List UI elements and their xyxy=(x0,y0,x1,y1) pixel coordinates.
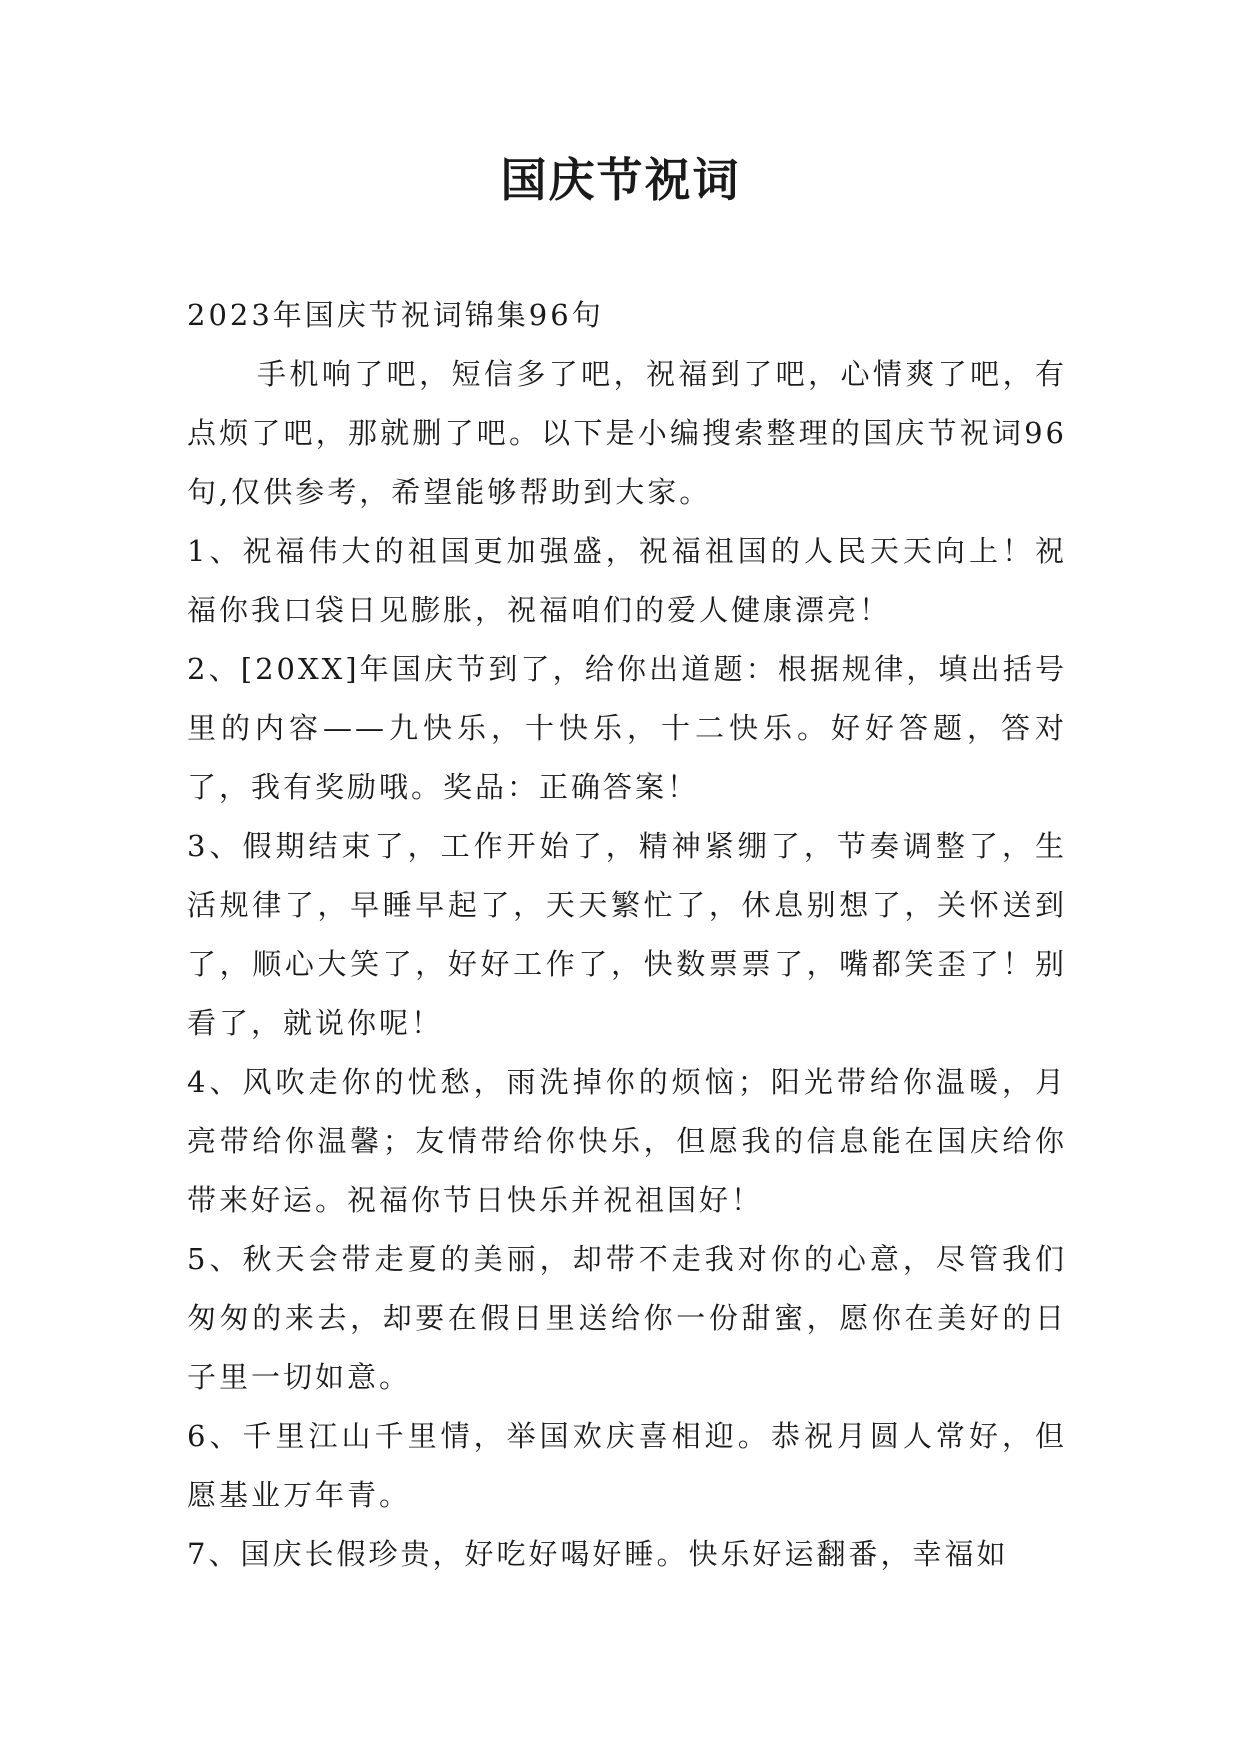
document-body xyxy=(187,286,1067,1584)
intro-paragraph: 手机响了吧，短信多了吧，祝福到了吧，心情爽了吧，有点烦了吧，那就删了吧。以下是小编搜索整理的国庆节祝词96句,仅供参考，希望能够帮助到大家。 xyxy=(187,357,1067,509)
list-item: 7、国庆长假珍贵，好吃好喝好睡。快乐好运翻番，幸福如 xyxy=(187,1537,1009,1571)
list-item: 2、[20XX]年国庆节到了，给你出道题：根据规律，填出括号里的内容——九快乐，十快乐，十二快乐。好好答题，答对了，我有奖励哦。奖品：正确答案！ xyxy=(187,652,1067,804)
list-item: 4、风吹走你的忧愁，雨洗掉你的烦恼；阳光带给你温暖，月亮带给你温馨；友情带给你快乐，但愿我的信息能在国庆给你带来好运。祝福你节日快乐并祝祖国好！ xyxy=(187,1065,1067,1217)
list-item: 6、千里江山千里情，举国欢庆喜相迎。恭祝月圆人常好，但愿基业万年青。 xyxy=(187,1419,1067,1512)
list-item: 5、秋天会带走夏的美丽，却带不走我对你的心意，尽管我们匆匆的来去，却要在假日里送给你一份甜蜜，愿你在美好的日子里一切如意。 xyxy=(187,1242,1067,1394)
list-item: 1、祝福伟大的祖国更加强盛，祝福祖国的人民天天向上！祝福你我口袋日见膨胀，祝福咱们的爱人健康漂亮！ xyxy=(187,534,1067,627)
list-item: 3、假期结束了，工作开始了，精神紧绷了，节奏调整了，生活规律了，早睡早起了，天天繁忙了，休息别想了，关怀送到了，顺心大笑了，好好工作了，快数票票了，嘴都笑歪了！别看了，就说你呢！ xyxy=(187,829,1067,1040)
document-subtitle: 2023年国庆节祝词锦集96句 xyxy=(187,298,604,332)
document-title: 国庆节祝词 xyxy=(500,153,741,207)
